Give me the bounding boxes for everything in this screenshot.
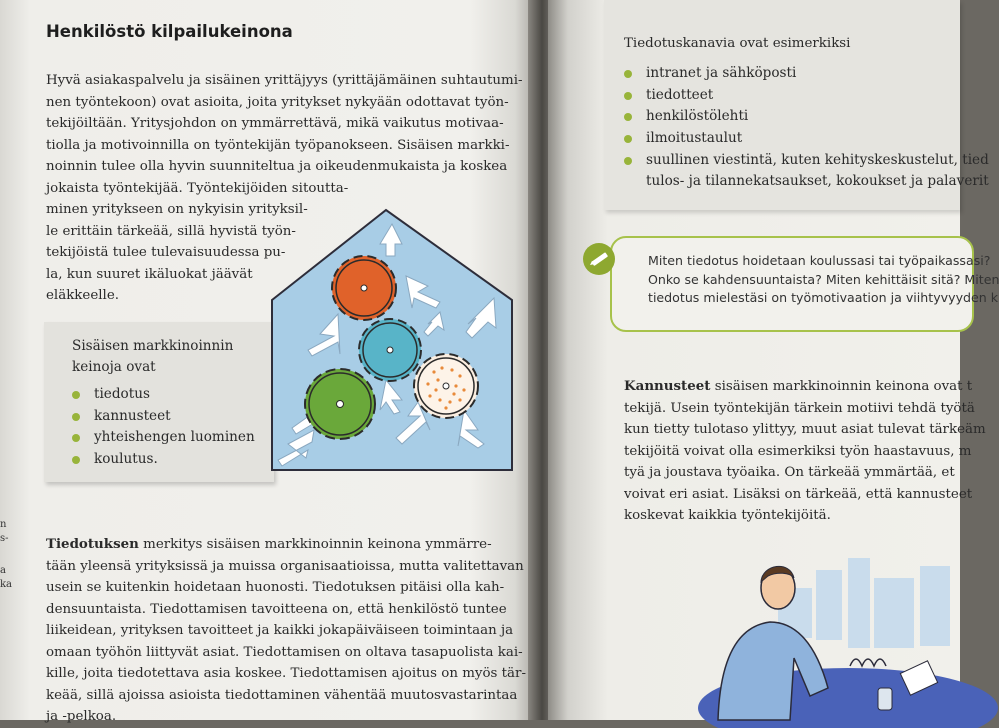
text-line: Onko se kahdensuuntaista? Miten kehittäisit sitä? Miten [648,271,999,287]
bullet-icon [624,113,632,121]
channels-intro: Tiedotuskanavia ovat esimerkiksi [624,36,851,51]
text-line: voivat eri asiat. Lisäksi on tärkeää, että kannusteet [624,486,973,502]
methods-box [44,322,274,482]
text-line: tekijöiltään. Yritysjohdon on ymmärrettävä, mikä vaikutus motivaa- [46,116,504,131]
text-line: tyä ja joustava työaika. On tärkeää ymmärtää, et [624,465,955,480]
text-line: liikeidean, yrityksen tavoitteet ja kaikki jokapäiväiseen toimintaan ja [46,623,514,638]
list-item: suullinen viestintä, kuten kehityskeskustelut, tied [624,150,989,172]
text-line: Tiedotuksen merkitys sisäisen markkinoinnin keinona ymmärre- [46,536,492,552]
text-line: n [0,519,7,530]
text-line: omaan työhön liittyvät asiat. Tiedottamisen on oltava tasapuolista kai- [46,644,523,660]
methods-list [72,384,255,471]
text-line: Miten tiedotus hoidetaan koulussasi tai työpaikassasi? [648,253,991,268]
list-item: koulutus. [72,449,255,471]
text-line: eläkkeelle. [46,288,120,303]
bullet-icon [624,92,632,100]
text-line: le erittäin tärkeää, sillä hyvistä työn- [46,223,296,239]
channels-box [604,0,989,210]
city-skyline-icon [778,558,950,648]
text-line: tiedotus mielestäsi on työmotivaation ja viihtyvyyden k [648,290,999,305]
list-item: intranet ja sähköposti [624,63,989,85]
channels-list [624,63,989,193]
list-item: yhteishengen luominen [72,427,255,449]
house-gears-illustration [268,204,516,476]
tiedotus-paragraph [46,534,526,728]
text-line: Hyvä asiakaspalvelu ja sisäinen yrittäjyys (yrittäjämäinen suhtautumi- [46,73,523,88]
question-box [610,236,999,332]
text-line: tiolla ja motivoinnilla on työntekijän työpanokseen. Sisäisen markki- [46,137,510,153]
text-line: minen yritykseen on nykyisin yrityksil- [46,202,308,217]
text-line: ja -pelkoa. [46,709,117,724]
text-line: nen työntekoon) ovat asioita, joita yritykset nykyään odottavat työn- [46,94,509,110]
gear-dotted-icon [414,354,478,418]
bullet-icon [624,157,632,165]
text-line: kille, joita tiedotettava asia koskee. Tiedottamisen ajoitus on myös tär- [46,666,526,681]
section-heading: Henkilöstö kilpailukeinona [46,22,293,41]
text-line: jokaista työntekijää. Työntekijöiden sitoutta- [46,180,349,196]
gear-orange-icon [332,256,396,320]
bullet-icon [72,434,80,442]
list-item: henkilöstölehti [624,106,989,128]
text-line: koskevat kaikkia työntekijöitä. [624,508,831,523]
text-line: keinoja ovat [72,359,156,375]
margin-fragments [0,518,12,592]
bullet-icon [72,391,80,399]
text-line: a [0,565,6,576]
pencil-icon [583,243,615,275]
text-line: Kannusteet sisäisen markkinoinnin keinona ovat t [624,378,973,394]
kannusteet-paragraph [624,376,986,527]
list-item: tiedotus [72,384,255,406]
right-page [548,0,999,720]
text-line: tekijöitä voivat olla esimerkiksi työn haastavuus, m [624,443,972,459]
text-line: ka [0,579,13,590]
bullet-icon [624,135,632,143]
text-line: keää, sillä ajoissa asioista tiedottaminen vähentää muutosvastarintaa [46,687,518,703]
text-line: usein se kuitenkin hoidetaan huonosti. Tiedotuksen pitäisi olla kah- [46,580,505,595]
cup-icon [878,688,892,710]
text-line: tään yleensä yrityksissä ja muissa organisaatioissa, mutta valitettavan [46,558,524,574]
methods-box-intro [72,336,233,378]
gear-teal-icon [359,319,421,381]
text-line: kun tietty tulotaso ylittyy, muut asiat tulevat tärkeäm [624,422,986,437]
question-text [648,252,999,308]
list-item: kannusteet [72,406,255,428]
text-line: noinnin tulee olla hyvin suunniteltua ja oikeudenmukaista ja koskea [46,159,508,174]
bullet-icon [624,70,632,78]
text-line: tekijä. Usein työntekijän tärkein motiivi tehdä työtä [624,400,975,416]
text-line: Sisäisen markkinoinnin [72,338,234,354]
text-line: la, kun suuret ikäluokat jäävät [46,266,253,282]
spiral-icon [850,659,886,666]
text-line: s- [0,533,9,544]
meeting-illustration [698,548,960,720]
text-line: tekijöistä tulee tulevaisuudessa pu- [46,245,286,260]
bullet-icon [72,413,80,421]
list-item: tiedotteet [624,85,989,107]
list-item: ilmoitustaulut [624,128,989,150]
gear-green-icon [305,369,375,439]
bullet-icon [72,456,80,464]
list-item: tulos- ja tilannekatsaukset, kokoukset ja palaverit [646,173,989,190]
text-line: densuuntaista. Tiedottamisen tavoitteena on, että henkilöstö tuntee [46,601,507,617]
